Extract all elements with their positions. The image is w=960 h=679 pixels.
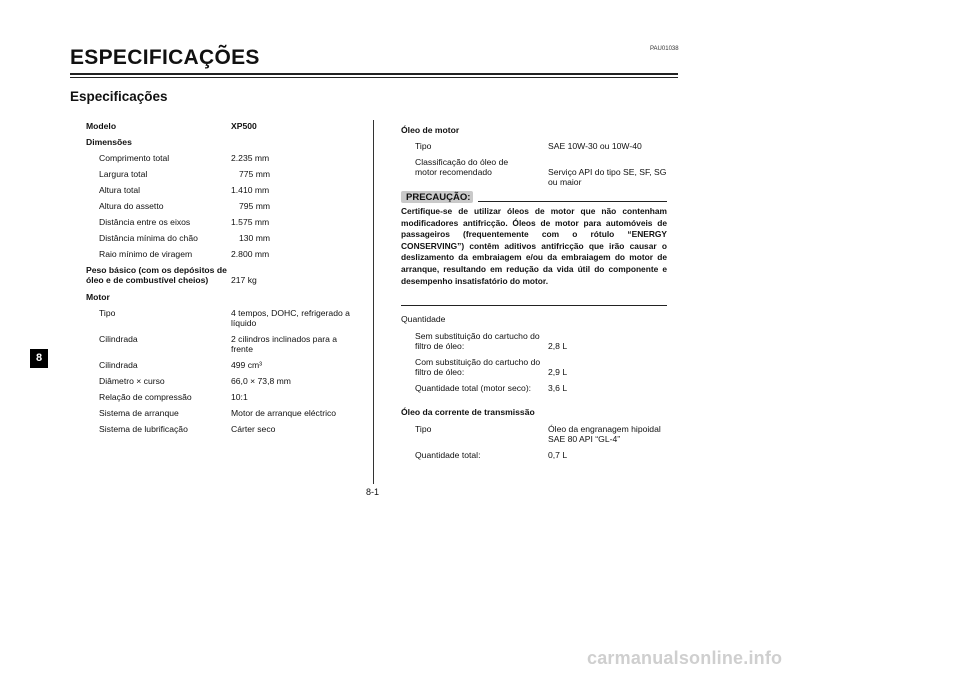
- chain-type-value: Óleo da engranagem hipoidal: [548, 424, 661, 434]
- weight-value: 217 kg: [231, 275, 257, 285]
- qty-filter-label: filtro de óleo:: [415, 367, 465, 377]
- dimension-label: Distância entre os eixos: [99, 217, 191, 227]
- chain-oil-heading: Óleo da corrente de transmissão: [401, 407, 535, 417]
- quantity-label: Quantidade: [401, 314, 446, 324]
- motor-label: Cilindrada: [99, 360, 138, 370]
- chapter-tab: 8: [30, 349, 48, 368]
- caution-label: PRECAUÇÃO:: [406, 192, 471, 203]
- page-title: ESPECIFICAÇÕES: [70, 46, 260, 69]
- motor-label: Cilindrada: [99, 334, 138, 344]
- engine-oil-heading: Óleo de motor: [401, 125, 460, 135]
- motor-value: 2 cilindros inclinados para a frente: [231, 334, 338, 354]
- oil-type-label: Tipo: [415, 141, 432, 151]
- document-code: PAU01038: [650, 46, 679, 52]
- column-divider: [373, 120, 374, 484]
- caution-rule: [478, 201, 667, 202]
- dimension-value: 2.800 mm: [231, 249, 270, 259]
- oil-type-value: SAE 10W-30 ou 10W-40: [548, 141, 642, 151]
- dimensions-heading: Dimensões: [86, 137, 132, 147]
- dimension-value: 1.410 mm: [231, 185, 270, 195]
- motor-value: 4 tempos, DOHC, refrigerado a líquido: [231, 308, 350, 328]
- dimension-label: Altura total: [99, 185, 141, 195]
- chain-qty-label: Quantidade total:: [415, 450, 481, 460]
- watermark: carmanualsonline.info: [587, 648, 783, 668]
- motor-label: Sistema de lubrificação: [99, 424, 188, 434]
- oil-class-value: ou maior: [548, 177, 582, 187]
- motor-value: Cárter seco: [231, 424, 276, 434]
- dimension-value: 795 mm: [239, 201, 271, 211]
- chain-qty-value: 0,7 L: [548, 450, 568, 460]
- motor-value: Motor de arranque eléctrico: [231, 408, 337, 418]
- dimension-label: Distância mínima do chão: [99, 233, 198, 243]
- title-rule-thick: [70, 73, 678, 75]
- caution-bottom-rule: [401, 305, 667, 306]
- motor-label: Relação de compressão: [99, 392, 192, 402]
- motor-value: 10:1: [231, 392, 248, 402]
- page-number: 8-1: [366, 487, 380, 497]
- oil-class-value: Serviço API do tipo SE, SF, SG: [548, 167, 667, 177]
- section-subtitle: Especificações: [70, 89, 168, 104]
- dimension-value: 1.575 mm: [231, 217, 270, 227]
- model-value: XP500: [231, 121, 257, 131]
- oil-class-label: motor recomendado: [415, 167, 492, 177]
- weight-label: Peso básico (com os depósitos de: [86, 265, 227, 275]
- model-label: Modelo: [86, 121, 117, 131]
- dimension-value: 2.235 mm: [231, 153, 270, 163]
- motor-value: 66,0 × 73,8 mm: [231, 376, 291, 386]
- motor-value: 499 cm³: [231, 360, 263, 370]
- qty-total-value: 3,6 L: [548, 383, 568, 393]
- weight-label: óleo e de combustível cheios): [86, 275, 209, 285]
- dimension-label: Raio mínimo de viragem: [99, 249, 193, 259]
- motor-label: Tipo: [99, 308, 116, 318]
- chain-type-value: SAE 80 API “GL-4”: [548, 434, 621, 444]
- chain-type-label: Tipo: [415, 424, 432, 434]
- dimension-value: 775 mm: [239, 169, 271, 179]
- qty-no-filter-value: 2,8 L: [548, 341, 568, 351]
- oil-class-label: Classificação do óleo de: [415, 157, 509, 167]
- dimension-label: Largura total: [99, 169, 148, 179]
- motor-label: Sistema de arranque: [99, 408, 179, 418]
- motor-label: Diâmetro × curso: [99, 376, 165, 386]
- caution-text: Certifique-se de utilizar óleos de motor que não contenham modificadores antifricção. Óleos de motor para automóveis de passageiros (frequentemente com o rótulo “ENERGY CONSERVING”) contêm aditivos antifricção que irão causar o deslizamento da embraiagem e/ou da embraiagem do motor de arranque, resultando em redução da vida útil do componente e desempenho insatisfatório do motor.: [401, 206, 667, 286]
- qty-no-filter-label: filtro de óleo:: [415, 341, 465, 351]
- dimension-label: Comprimento total: [99, 153, 170, 163]
- dimension-label: Altura do assetto: [99, 201, 164, 211]
- qty-filter-label: Com substituição do cartucho do: [415, 357, 541, 367]
- motor-heading: Motor: [86, 292, 110, 302]
- qty-no-filter-label: Sem substituição do cartucho do: [415, 331, 540, 341]
- title-rule-thin: [70, 77, 678, 78]
- qty-total-label: Quantidade total (motor seco):: [415, 383, 532, 393]
- dimension-value: 130 mm: [239, 233, 271, 243]
- qty-filter-value: 2,9 L: [548, 367, 568, 377]
